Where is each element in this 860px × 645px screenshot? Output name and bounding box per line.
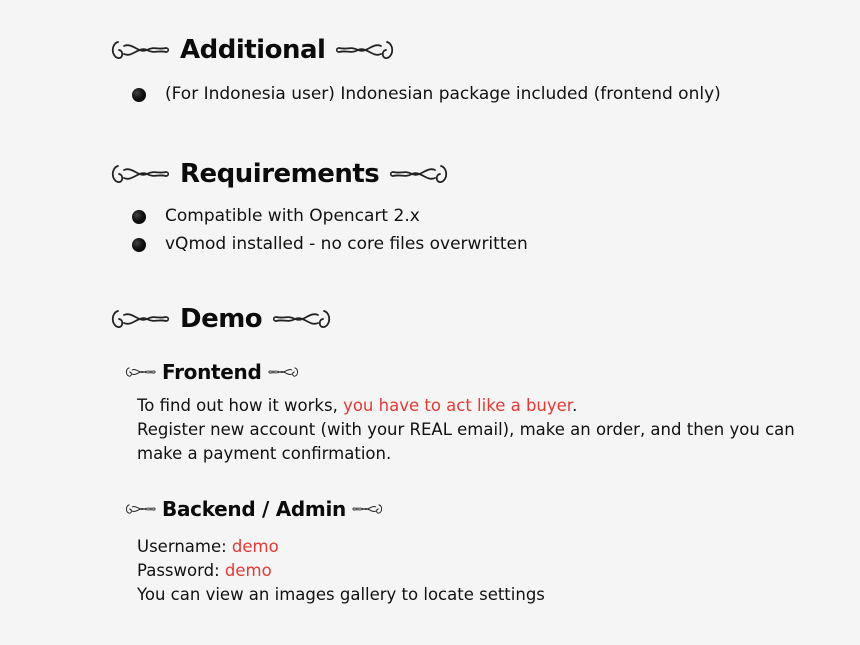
flourish-left-icon xyxy=(124,501,156,517)
list-item xyxy=(132,208,420,225)
frontend-paragraph xyxy=(137,394,795,466)
list-item-text: Compatible with Opencart 2.x xyxy=(165,206,420,226)
flourish-left-icon xyxy=(108,160,170,188)
frontend-line-1-prefix: To find out how it works, xyxy=(137,396,344,415)
frontend-line-3: make a payment confirmation. xyxy=(137,444,392,463)
password-value: demo xyxy=(224,561,272,580)
bullet-dot-icon xyxy=(132,88,146,102)
list-item-text: vQmod installed - no core files overwritten xyxy=(165,234,528,254)
flourish-right-icon xyxy=(352,501,384,517)
bullet-dot-icon xyxy=(132,210,146,224)
heading-requirements xyxy=(108,160,451,188)
flourish-right-icon xyxy=(272,305,334,333)
subheading-frontend xyxy=(124,362,300,382)
password-label: Password: xyxy=(137,561,225,580)
frontend-line-1-suffix: . xyxy=(572,396,578,415)
frontend-line-2: Register new account (with your REAL email), make an order, and then you can xyxy=(137,420,795,439)
subheading-backend-admin-text: Backend / Admin xyxy=(162,497,346,521)
frontend-line-1-highlight: you have to act like a buyer xyxy=(343,396,573,415)
flourish-right-icon xyxy=(268,364,300,380)
flourish-left-icon xyxy=(124,364,156,380)
heading-requirements-text: Requirements xyxy=(180,159,380,189)
backend-paragraph xyxy=(137,535,545,607)
bullet-dot-icon xyxy=(132,238,146,252)
frontend-line-1 xyxy=(137,394,795,418)
list-item xyxy=(132,236,528,253)
subheading-frontend-text: Frontend xyxy=(162,360,262,384)
username-label: Username: xyxy=(137,537,232,556)
gallery-note: You can view an images gallery to locate settings xyxy=(137,585,545,604)
flourish-left-icon xyxy=(108,305,170,333)
heading-additional-text: Additional xyxy=(180,35,326,65)
list-item xyxy=(132,86,721,103)
list-item-text: (For Indonesia user) Indonesian package included (frontend only) xyxy=(165,84,721,104)
flourish-right-icon xyxy=(335,36,397,64)
flourish-right-icon xyxy=(389,160,451,188)
username-value: demo xyxy=(231,537,279,556)
heading-demo xyxy=(108,305,334,333)
heading-demo-text: Demo xyxy=(180,304,263,334)
username-line xyxy=(137,535,545,559)
password-line xyxy=(137,559,545,583)
subheading-backend-admin xyxy=(124,499,384,519)
flourish-left-icon xyxy=(108,36,170,64)
heading-additional xyxy=(108,36,397,64)
